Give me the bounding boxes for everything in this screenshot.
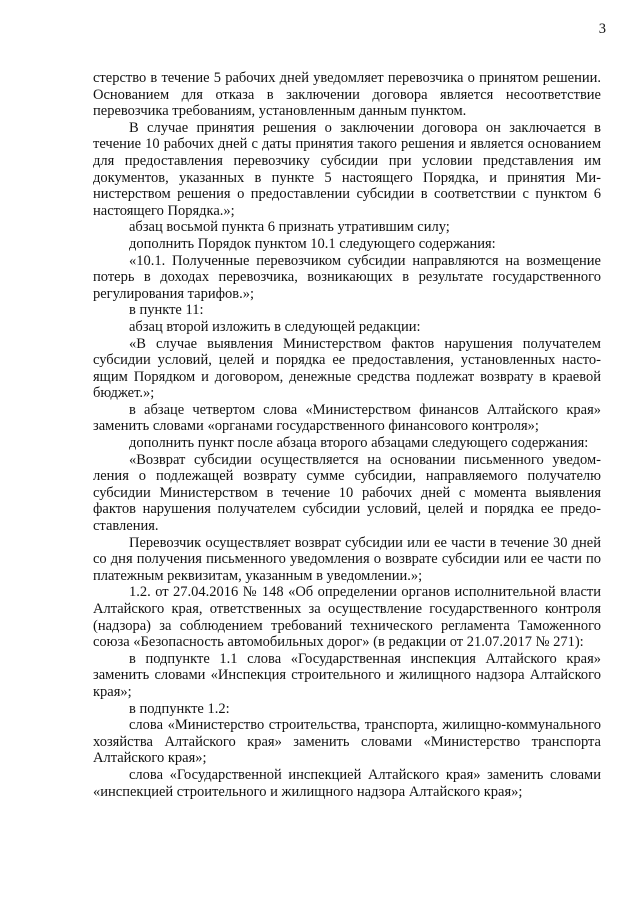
document-body xyxy=(93,70,601,800)
paragraph: «В случае выявления Министерством фактов нарушения получателем субсидии условий, целей и порядка ее предоставления, установленных настоящим Порядком и договором, денежные средства подлежат возврату в краевой бюджет.»; xyxy=(93,335,601,402)
paragraph: В случае принятия решения о заключении договора он заключается в течение 10 рабочих дней с даты принятия такого решения и является основанием для предоставления перевозчику субсидии при условии представления им документов, указанных в пункте 5 настоящего Порядка, и принятия Министерством решения о предоставлении субсидии в соответствии с пунктом 6 настоящего Порядка.»; xyxy=(93,119,601,219)
paragraph: в подпункте 1.2: xyxy=(129,700,230,717)
paragraph: абзац восьмой пункта 6 признать утратившим силу; xyxy=(129,219,450,236)
paragraph: Перевозчик осуществляет возврат субсидии или ее части в течение 30 дней со дня получения письменного уведомления о возврате субсидии или ее части по платежным реквизитам, указанным в уведомлении.»; xyxy=(93,534,601,584)
paragraph: дополнить Порядок пунктом 10.1 следующего содержания: xyxy=(129,235,496,252)
paragraph: 1.2. от 27.04.2016 № 148 «Об определении органов исполнительной власти Алтайского края, ответственных за осуществление государственного контроля (надзора) за соблюдением требований технического регламента Таможенного союза «Безопасность автомобильных дорог» (в редакции от 21.07.2017 № 271): xyxy=(93,584,601,651)
paragraph: в пункте 11: xyxy=(129,302,204,319)
page-number: 3 xyxy=(598,21,606,37)
paragraph: стерство в течение 5 рабочих дней уведомляет перевозчика о принятом решении. Основанием для отказа в заключении договора является несоответствие перевозчика требованиям, установленным данным пунктом. xyxy=(93,70,601,120)
paragraph: «10.1. Полученные перевозчиком субсидии направляются на возмещение потерь в доходах перевозчика, возникающих в результате государственного регулирования тарифов.»; xyxy=(93,252,601,302)
paragraph: в подпункте 1.1 слова «Государственная инспекция Алтайского края» заменить словами «Инспекция строительного и жилищного надзора Алтайского края»; xyxy=(93,650,601,700)
paragraph: абзац второй изложить в следующей редакции: xyxy=(129,318,421,335)
paragraph: дополнить пункт после абзаца второго абзацами следующего содержания: xyxy=(129,435,589,452)
paragraph: слова «Министерство строительства, транспорта, жилищно-коммунального хозяйства Алтайского края» заменить словами «Министерство транспорта Алтайского края»; xyxy=(93,717,601,767)
paragraph: «Возврат субсидии осуществляется на основании письменного уведомления о подлежащей возврату сумме субсидии, направляемого получателю субсидии Министерством в течение 10 рабочих дней с момента выявления фактов нарушения получателем субсидии условий, целей и порядка ее предоставления. xyxy=(93,451,601,535)
paragraph: слова «Государственной инспекцией Алтайского края» заменить словами «инспекцией строительного и жилищного надзора Алтайского края»; xyxy=(93,766,601,800)
paragraph: в абзаце четвертом слова «Министерством финансов Алтайского края» заменить словами «органами государственного финансового контроля»; xyxy=(93,401,601,435)
